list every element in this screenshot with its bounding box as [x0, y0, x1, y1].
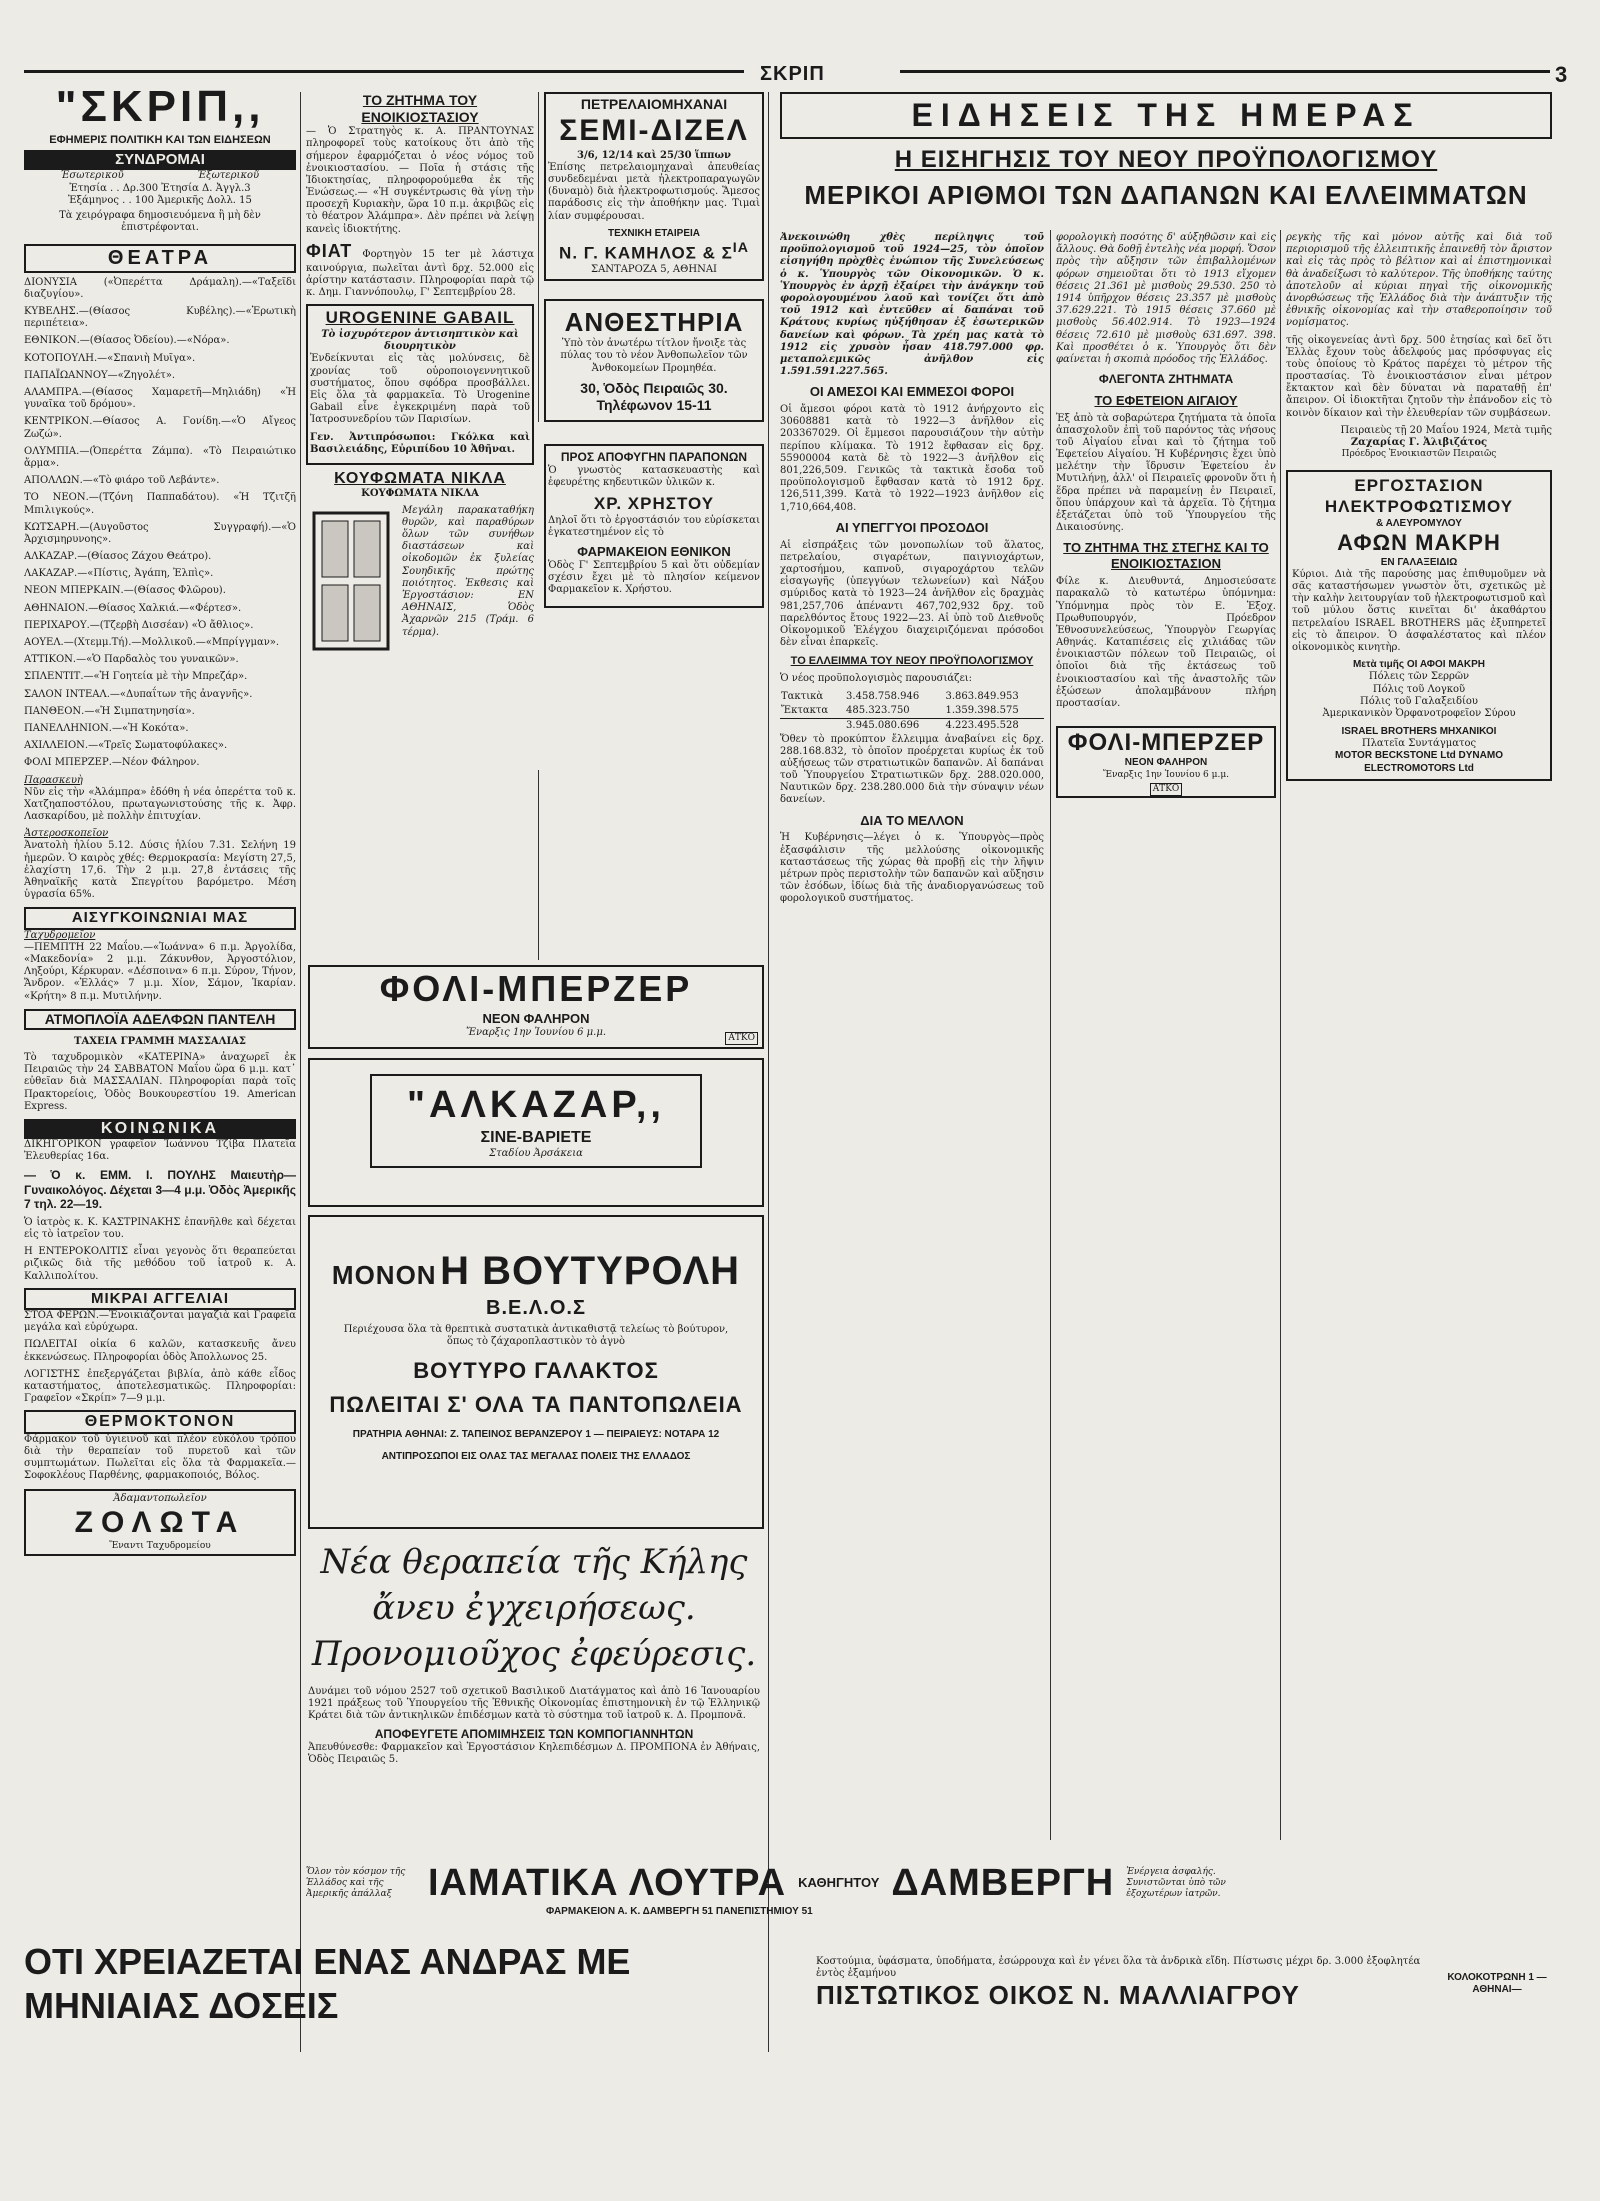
announcements-title: ΑΙΣΥΓΚΟΙΝΩΝΙΑΙ ΜΑΣ: [71, 909, 249, 927]
news-text-5: Ἡ Κυβέρνησις—λέγει ὁ κ. Ὑπουργὸς—πρὸς ἐξασφάλισιν τῆς μελλούσης οἰκονομικῆς καταστάσεως τῆς χώρας θὰ προβῇ εἰς τὴν λῆψιν μέτρων πρὸς περιστολὴν τῶν δαπανῶν καὶ αὔξησιν τῶν ἐσόδων, ἰδίως διὰ τῆς ἀναδιοργανώσεως τοῦ φορολογικοῦ συστήματος.: [780, 832, 1044, 905]
foli2-tag: ΑΤΚΟ: [1150, 783, 1183, 796]
christou-text-3: Ὁδὸς Γ' Σεπτεμβρίου 5 καὶ ὅτι οὐδεμίαν σχέσιν ἔχει μὲ τὸ πλησίον κείμενον Φαρμακεῖον κ. Χρήστου.: [548, 559, 760, 596]
masthead-note: Τὰ χειρόγραφα δημοσιευόμενα ἢ μὴ δὲν ἐπιστρέφονται.: [59, 209, 261, 234]
damvergi-title: ΙΑΜΑΤΙΚΑ ΛΟΥΤΡΑ: [428, 1862, 787, 1904]
factory-text: Κύριοι. Διὰ τῆς παρούσης μας ἐπιθυμοῦμεν νὰ σᾶς καταστήσωμεν γνωστὸν ὅτι, σχετικῶς μὲ τὴν καλὴν λειτουργίαν τοῦ ἠλεκτροφωτισμοῦ καὶ τοῦ μύλου ὅστις κινεῖται δι' ἀκαθάρτου πετρελαίου ISRAEL BROTHERS μᾶς ἐξυπηρετεῖ εἰς τὸ ἄπειρον. Ὁ ἀσφαλέστατος καὶ πλέον οἰκονομικὸς κινητὴρ.: [1292, 568, 1546, 653]
foli2-sub: ΝΕΟΝ ΦΑΛΗΡΟΝ: [1124, 757, 1208, 769]
theatre-line: ΑΤΤΙΚΟΝ.—«Ὁ Παρδαλὸς του γυναικῶν».: [24, 654, 239, 666]
masthead-title: "ΣΚΡΙΠ,,: [55, 82, 265, 131]
voutyroli-agents: ΑΝΤΙΠΡΟΣΩΠΟΙ ΕΙΣ ΟΛΑΣ ΤΑΣ ΜΕΓΑΛΑΣ ΠΟΛΕΙΣ ΤΗΣ ΕΛΛΑΔΟΣ: [381, 1451, 691, 1463]
news-section-4: ΔΙΑ ΤΟ ΜΕΛΛΟΝ: [860, 812, 964, 828]
factory-ad: [1286, 470, 1552, 781]
news-text-7: Φίλε κ. Διευθυντά, Δημοσιεύσατε παρακαλῶ τὸ κατωτέρω ὑπόμνημα: Ὑπόμνημα πρὸς τὸν Ε. Ἐξοχ. Πρωθυπουργόν, Πρόεδρον Ἐθνοσυνελεύσεως, Ὑπουργὸν Γεωργίας Αθηνάς. Καταπιέσεις εἰς χιλιάδας τῶν ἐνοικιαστῶν πόλεων τοῦ Πειραιῶς, οἱ ὁποῖοι διὰ τῆς ἐκτάσεως τοῦ ἐνοικιοστασίου καὶ τῆς ἀναστολῆς τῶν ἐξώσεων ἀπολαμβάνουν πλήρη προστασίαν.: [1056, 576, 1276, 710]
news-signer: Ζαχαρίας Γ. Ἀλιβιζάτος: [1350, 437, 1488, 448]
column-3: [544, 92, 764, 962]
news-lead-3: ρεγκὴς τῆς καὶ μόνον αὐτῆς καὶ διὰ τοῦ περιορισμοῦ τῆς ἐλλειπτικῆς ἐπαινεθῆ τὸν ἄριστον καὶ εἰς τὰς πρὸς τὸ βέλτιον καὶ αἱ ἐπιστημονικαὶ θὰ ἀναδείξωσι τὸ καλύτερον. Τῆς ὑποθήκης ταύτης ἀποτελοῦν αἱ κύριαι πηγαὶ τῆς οἰκονομικῆς ἀνορθώσεως τῆς Ἑλλάδος διὰ τὴν ἀνάπτυξιν τῆς ἐθνικῆς οἰκονομίας καὶ τὴν σταθεροποίησιν τοῦ νομίσματος.: [1286, 232, 1552, 329]
pantelis-heading: [24, 1009, 296, 1030]
news-banner-title: ΕΙΔΗΣΕΙΣ ΤΗΣ ΗΜΕΡΑΣ: [911, 97, 1421, 133]
anthestiria-phone: Τηλέφωνον 15-11: [596, 396, 712, 413]
news-section-1: ΟΙ ΑΜΕΣΟΙ ΚΑΙ ΕΜΜΕΣΟΙ ΦΟΡΟΙ: [809, 384, 1015, 400]
weather-title: Ἀστεροσκοπεῖον: [24, 828, 109, 840]
header-rule-right: [900, 70, 1550, 73]
anthestiria-address: 30, Ὁδὸς Πειραιῶς 30.: [580, 379, 728, 396]
damvergi-mid: ΚΑΘΗΓΗΤΟΥ: [798, 1875, 880, 1891]
semidiesel-company-name: Ν. Γ. ΚΑΜΗΛΟΣ & $\Sigma^{IA}$: [559, 239, 749, 263]
urogenine-text: Ἐνδείκνυται εἰς τὰς μολύνσεις, δὲ χρονίας τοῦ οὐροποιογεννητικοῦ συστήματος, ὅπου σφόδρα προσβάλλει. Εἰς ὅλα τὰ φαρμακεῖα. Τὸ Urogenine Gabail εἶνε ἐγκεκριμένη παρὰ τοῦ Ἰατροσυνεδρίου τῶν Παρισίων.: [310, 353, 530, 426]
theatre-line: ΠΑΝΘΕΟΝ.—«Ἡ Σιμπατηνησία».: [24, 705, 195, 717]
factory-list-item: Πόλις τοῦ Γαλαξειδίου: [1359, 695, 1479, 707]
factory-sig: Μετὰ τιμῆς ΟΙ ΑΦΟΙ ΜΑΚΡΗ: [1352, 659, 1486, 671]
page-number: 3: [1555, 62, 1569, 87]
news-lead-2: φορολογικὴ ποσότης δ' αὐξηθῶσιν καὶ εἰς ἄλλους. Θὰ δοθῇ ἐντελὴς νέα μορφή. Ὅσον πρὸς τὴν αὔξησιν τῶν ἐπιβαλλομένων φόρων σημειοῦται ὅτι τὸ 1913 εἴχομεν θέσεις 21.361 μὲ μισθοὺς 29.530. 250 τὸ 1914 ὑπῆρχον θέσεις 23.357 μὲ μισθοὺς 37.629.221. Τὸ 1915 θέσεις 37.660 μὲ μισθοὺς 56.402.914. Τὸ 1923—1924 θέσεις 72.610 μὲ μισθοὺς 631.697. 398. Καὶ προσθέτει ὁ κ. Ὑπουργὸς ὅτι δὲν φαίνεται ἡ σκοπιὰ πρόοδος τῆς Ἑλλάδος.: [1056, 232, 1276, 365]
foli-berger-ad: [308, 965, 764, 1049]
urogenine-dist: Γεν. Ἀντιπρόσωποι: Γκόλκα καὶ Βασιλειάδης, Εὐριπίδου 10 Ἀθῆναι.: [310, 431, 530, 455]
table-row: 3.945.080.696 4.223.495.528: [780, 719, 1044, 734]
koufomata-sub: ΚΟΥΦΩΜΑΤΑ ΝΙΚΛΑ: [361, 488, 479, 500]
mikrai-section: [24, 1310, 296, 1405]
fiat-title: ΦΙΑΤ: [306, 240, 353, 261]
foreign-label: Ἐξωτερικοῦ: [197, 170, 260, 182]
doctor-text: — Ὁ κ. ΕΜΜ. Ι. ΠΟΥΛΗΣ Μαιευτὴρ—Γυναικολόγος. Δέχεται 3—4 μ.μ. Ὁδὸς Ἀμερικῆς 7 τηλ. 22—19.: [24, 1167, 296, 1212]
fiat-ad: [306, 241, 534, 300]
paraskevi-title: Παρασκευὴ: [24, 774, 83, 786]
damvergi-name: ΔΑΜΒΕΡΓΗ: [891, 1862, 1115, 1904]
sub-row: Ἑξάμηνος . . 100 Ἀμερικῆς Δολλ. 15: [68, 194, 252, 206]
factory-list-item: Ἀμερικανικὸν Ὀρφανοτροφεῖον Σύρου: [1322, 707, 1516, 719]
israel-addr: Πλατεῖα Συντάγματος: [1361, 738, 1477, 750]
urogenine-sub: Τὸ ἰσχυρότερον ἀντισηπτικὸν καὶ διουρητικὸν: [321, 329, 519, 353]
news-text-3: Ὁ νέος προϋπολογισμὸς παρουσιάζει:: [780, 672, 973, 684]
semidiesel-address: ΣΑΝΤΑΡΟΖΑ 5, ΑΘΗΝΑΙ: [591, 264, 717, 276]
kili-warning: ΑΠΟΦΕΥΓΕΤΕ ΑΠΟΜΙΜΗΣΕΙΣ ΤΩΝ ΚΟΜΠΟΓΙΑΝΝΗΤΩΝ: [374, 1727, 694, 1742]
pantelis-section: [24, 1036, 296, 1113]
alkazar-sub: ΣΙΝΕ-ΒΑΡΙΕΤΕ: [480, 1129, 592, 1147]
pantelis-subtitle: ΤΑΧΕΙΑ ΓΡΑΜΜΗ ΜΑΣΣΑΛΙΑΣ: [74, 1035, 246, 1047]
theatre-line: ΑΛΚΑΖΑΡ.—(Θίασος Ζάχου Θεάτρο).: [24, 551, 212, 563]
masthead-subtitle: ΕΦΗΜΕΡΙΣ ΠΟΛΙΤΙΚΗ ΚΑΙ ΤΩΝ ΕΙΔΗΣΕΩΝ: [49, 133, 271, 146]
thermokton-heading: [24, 1410, 296, 1434]
foli2-title: ΦΟΛΙ-ΜΠΕΡΖΕΡ: [1067, 729, 1265, 757]
koufomata-text: Μεγάλη παρακαταθήκη θυρῶν, καὶ παραθύρων ὅλων τῶν συνήθων διαστάσεων καὶ οἰκοδομῶν ἐκ ξυλείας Σουηδικῆς πρώτης ποιότητος. Ἐκθεσις καὶ Ἐργοστάσιον: ΕΝ ΑΘΗΝΑΙΣ, Ὁδὸς Ἀχαρνῶν 215 (Τράμ. 6 τέρμα).: [402, 504, 534, 638]
paraskevi-section: [24, 775, 296, 902]
kili-line-1: Νέα θεραπεία τῆς Κήλης: [320, 1542, 748, 1582]
zolota-ad: [24, 1489, 296, 1557]
foli-berger-ad-2: [1056, 726, 1276, 797]
semidiesel-hp: 3/6, 12/14 καὶ 25/30 ἵππων: [577, 149, 731, 161]
factory-place: ΕΝ ΓΑΛΑΞΕΙΔΙΩ: [1380, 556, 1458, 568]
voutyroli-ad: [308, 1215, 764, 1529]
kili-address: Ἀπευθύνεσθε: Φαρμακεῖον καὶ Ἐργοστάσιον Κηλεπιδέσμων Δ. ΠΡΟΜΠΟΝΑ ἐν Ἀθήναις, Ὁδὸς Πειραιῶς 5.: [308, 1741, 760, 1766]
header-paper-name: ΣΚΡΙΠ: [760, 63, 825, 85]
theatre-line: ΣΑΛΟΝ ΙΝΤΕΑΛ.—«Δυπαΐτων τῆς ἀναγνῆς».: [24, 688, 253, 700]
theatre-line: ΑΛΑΜΠΡΑ.—(Θίασος Χαμαρετῆ—Μηλιάδη) «Ἡ γυναῖκα τοῦ δρόμου».: [24, 387, 296, 411]
mikrai-text-2: ΠΩΛΕΙΤΑΙ οἰκία 6 καλῶν, κατασκευῆς ἄνευ ἐκκενώσεως. Πληροφορίαι ὁδὸς Ἀπολλωνος 25.: [24, 1339, 296, 1363]
christou-name: ΧΡ. ΧΡΗΣΤΟΥ: [593, 494, 715, 513]
voutyroli-big: ΒΟΥΤΥΡΟ ΓΑΛΑΚΤΟΣ: [413, 1357, 659, 1383]
mikrai-text-3: ΛΟΓΙΣΤΗΣ ἐπεξεργάζεται βιβλία, ἀπὸ κάθε εἶδος καταστήματος, ἀποτελεσματικῶς. Πληροφορίαι: Γραφεῖον «Σκρίπ» 7—9 μ.μ.: [24, 1368, 296, 1405]
koinonika-section: [24, 1139, 296, 1283]
announcements-heading: [24, 907, 296, 929]
announcements-text: —ΠΕΜΠΤΗ 22 Μαΐου.—«Ἰωάννα» 6 π.μ. Ἀργολίδα, «Μακεδονία» 2 μ.μ. Ζάκυνθον, Ἀργοστόλιον, Ληξούρι, Κέρκυραν. «Δέσποινα» 6 π.μ. Σύρον, Τήνον, Ἄνδρον. «Ἑλλάς» 7 μ.μ. Χίον, Σάμον, Ἰκαρίαν. «Κρήτη» 8 π.μ. Μυτιλήνην.: [24, 941, 296, 1002]
domestic-label: Ἐσωτερικοῦ: [60, 170, 124, 182]
kili-text: Δυνάμει τοῦ νόμου 2527 τοῦ σχετικοῦ Βασιλικοῦ Διατάγματος καὶ ἀπὸ 16 Ἰανουαρίου 1921 πράξεως τοῦ Ὑπουργείου τῆς Ἐθνικῆς Οἰκονομίας ἐπιστημονικὴ ἐν τῷ Ἑλληνικῷ Κράτει διὰ τῶν ἀντικηλικῶν ἐπιδέσμων κατὰ τὸ σύστημα τοῦ ἰατροῦ κ. Δ. Προμπονᾶ.: [308, 1685, 760, 1722]
theatre-line: ΑΘΗΝΑΙΟΝ.—Θίασος Χαλκιά.—«Φέρτεσ».: [24, 602, 242, 614]
christou-name-2: ΦΑΡΜΑΚΕΙΟΝ ΕΘΝΙΚΟΝ: [577, 544, 731, 560]
table-row: Τακτικὰ 3.458.758.946 3.863.849.953: [781, 690, 1019, 702]
news-text-6: Ἐξ ἀπὸ τὰ σοβαρώτερα ζητήματα τὰ ὁποῖα ἀπασχολοῦν ἐπὶ τοῦ παρόντος τὰς νήσους τοῦ Αἰγαίου εἶναι καὶ τὸ ζήτημα τοῦ Ἐφετείου Αἰγαίου. Ἡ Κυβέρνησις ἔχει ὑπὸ μελέτην τὴν ἵδρυσιν Ἐφετείου ἐν Μυτιλήνῃ, ἀλλ' οἱ Πειραιεῖς φρονοῦν ὅτι ἡ ἕδρα πρέπει νὰ παραμείνῃ ἐν Πειραιεῖ, ὅπου ὑπάρχουν καὶ τὰ ἀρχεῖα. Τὸ ζήτημα ἐξετάζεται ὑπὸ τοῦ Ὑπουργείου τῆς Δικαιοσύνης.: [1056, 412, 1276, 534]
paraskevi-text: Νῦν εἰς τὴν «Ἀλάμπρα» ἐδόθη ἡ νέα ὀπερέττα τοῦ κ. Χατζηαποστόλου, πρωταγωνιστούσης τῆς κ. Ἀφρ. Λασκαρίδου, μὲ πολλὴν ἐπιτυχίαν.: [24, 786, 296, 823]
rent-text: — Ὁ Στρατηγὸς κ. Α. ΠΡΑΝΤΟΥΝΑΣ πληροφορεῖ τοὺς κατοίκους ὅτι ἀπὸ τῆς σήμερον ἐφαρμόζεται ὁ νέος νόμος τοῦ ἐνοικιοστασίου. — Ποῖα ἡ στάσις τῆς Ἰδιοκτησίας, πληροφορούμεθα ἐκ τῆς Ἑνώσεως.— «Ἡ συγκέντρωσις θὰ γίνῃ τὴν προσεχῆ Κυριακὴν, ὥρα 10 π.μ. ἀκριβῶς εἰς τὸ θέατρον Ἀλάμπρα». Δὲν πρέπει νὰ λείψῃ κανεὶς ἰδιοκτήτης.: [306, 126, 534, 235]
foli-date: Ἔναρξις 1ην Ἰουνίου 6 μ.μ.: [465, 1026, 607, 1038]
sub-row: Ἐτησία . . Δρ.300 Ἐτησία Δ. Ἀγγλ.3: [69, 182, 251, 194]
news-section-5: ΦΛΕΓΟΝΤΑ ΖΗΤΗΜΑΤΑ: [1098, 372, 1234, 387]
theatre-line: ΚΥΒΕΛΗΣ.—(Θίασος Κυβέλης).—«Ἐρωτικὴ περιπέτεια».: [24, 306, 296, 330]
koufomata-title: ΚΟΥΦΩΜΑΤΑ ΝΙΚΛΑ: [334, 469, 506, 487]
post-title: Ταχυδρομεῖον: [24, 929, 96, 941]
rent-title: ΤΟ ΖΗΤΗΜΑ ΤΟΥ ΕΝΟΙΚΙΟΣΤΑΣΙΟΥ: [361, 92, 479, 126]
bottom-left: ΟΤΙ ΧΡΕΙΑΖΕΤΑΙ ΕΝΑΣ ΑΝΔΡΑΣ ΜΕ ΜΗΝΙΑΙΑΣ ΔΟΣΕΙΣ: [24, 1941, 631, 2026]
alkazar-title: "ΑΛΚΑΖΑΡ,,: [407, 1084, 665, 1126]
weather-text: Ἀνατολὴ ἡλίου 5.12. Δύσις ἡλίου 7.31. Σελήνη 19 ἡμερῶν. Ὁ καιρὸς χθές: Θερμοκρασία: Μεγίστη 27,5, ἐλαχίστη 17,6. Τὴν 2 μ.μ. 27,8 ἐντάσεις τῆς Ἀθηναϊκῆς κατὰ Σπεγρίτου βαρόμετρο. Μέση ὑγρασία 65%.: [24, 840, 296, 901]
bottom-mid-big: ΠΙΣΤΩΤΙΚΟΣ ΟΙΚΟΣ Ν. ΜΑΛΛΙΑΓΡΟΥ: [816, 1980, 1300, 2011]
voutyroli-pre: ΜΟΝΟΝ: [331, 1260, 437, 1290]
semidiesel-company: ΤΕΧΝΙΚΗ ΕΤΑΙΡΕΙΑ: [607, 227, 701, 239]
dentist-text: Ὁ ἰατρὸς κ. Κ. ΚΑΣΤΡΙΝΑΚΗΣ ἐπανῆλθε καὶ δέχεται εἰς τὸ ἰατρεῖον του.: [24, 1216, 296, 1240]
theatre-line: ΟΛΥΜΠΙΑ.—(Ὀπερέττα Ζάμπα). «Τὸ Πειραιώτικο ἄρμα».: [24, 445, 296, 469]
voutyroli-desc: Περιέχουσα ὅλα τὰ θρεπτικὰ συστατικὰ ἀντικαθιστᾷ τελείως τὸ βούτυρον, ὅπως τὸ ζάχαροπλαστικὸν τὸ ἁγνὸ: [343, 1324, 729, 1348]
column-2: [306, 92, 534, 952]
mikrai-text: ΣΤΟΑ ΦΕΡΩΝ.—Ἐνοικιάζονται μαγαζιὰ καὶ Γραφεῖα μεγάλα καὶ εὐρύχωρα.: [24, 1310, 296, 1334]
voutyroli-depots: ΠΡΑΤΗΡΙΑ ΑΘΗΝΑΙ: Ζ. ΤΑΠΕΙΝΟΣ ΒΕΡΑΝΖΕΡΟΥ 1 — ΠΕΙΡΑΙΕΥΣ: ΝΟΤΑΡΑ 12: [352, 1429, 720, 1441]
news-col-1: [780, 232, 1044, 1852]
koufomata-ad: [306, 469, 534, 655]
theatre-line: ΑΠΟΛΛΩΝ.—«Τὸ φιάρο τοῦ Λεβάντε».: [24, 475, 220, 487]
theatres-heading-box: [24, 244, 296, 272]
damvergi-sub: ΦΑΡΜΑΚΕΙΟΝ Α. Κ. ΔΑΜΒΕΡΓΗ 51 ΠΑΝΕΠΙΣΤΗΜΙΟΥ 51: [546, 1906, 813, 1918]
table-row: Ἔκτακτα 485.323.750 1.359.398.575: [781, 705, 1019, 717]
bottom-banner: [24, 1940, 1552, 2040]
mikrai-heading: [24, 1288, 296, 1310]
semidiesel-title: ΣΕΜΙ-ΔΙΖΕΛ: [559, 114, 749, 148]
masthead: [24, 80, 296, 234]
koinonika-heading: [24, 1119, 296, 1139]
theatre-line: ΠΑΝΕΛΛΗΝΙΟΝ.—«Ἡ Κοκότα».: [24, 722, 189, 734]
theatre-line: ΑΟΥΕΛ.—(Χτεμμ.Τή).—Μολλικοῦ.—«Μπρίγγμαν».: [24, 637, 280, 649]
shop-text: Η ΕΝΤΕΡΟΚΟΛΙΤΙΣ εἶναι γεγονὸς ὅτι θεραπεύεται ριζικῶς διὰ τῆς μεθόδου τοῦ ἰατροῦ κ. Α. Καλλιπολίτου.: [24, 1246, 296, 1282]
news-banner: [780, 92, 1552, 227]
zolota-title: ΖΟΛΩΤΑ: [74, 1505, 246, 1539]
anthestiria-title: ΑΝΘΕΣΤΗΡΙΑ: [564, 306, 744, 337]
news-signer-title: Πρόεδρος Ἐνοικιαστῶν Πειραιῶς: [1341, 449, 1497, 460]
theatres-list: [24, 277, 296, 770]
thermokton-title: ΘΕΡΜΟΚΤΟΝΟΝ: [84, 1413, 236, 1431]
factory-name: ΑΦΩΝ ΜΑΚΡΗ: [1337, 529, 1501, 555]
christou-text-2: Δηλοῖ ὅτι τὸ ἐργοστάσιόν του εὑρίσκεται ἐγκατεστημένον εἰς τὸ: [548, 514, 760, 538]
damvergi-right: Ἐνέργεια ἀσφαλής. Συνιστῶνται ὑπὸ τῶν ἐξοχωτέρων ἰατρῶν.: [1126, 1866, 1226, 1899]
theatre-line: ΚΕΝΤΡΙΚΟΝ.—Θίασος Α. Γονίδη.—«Ὁ Αἴγεος Ζωζώ».: [24, 416, 296, 440]
news-text-2: Αἱ εἰσπράξεις τῶν μονοπωλίων τοῦ ἅλατος, πετρελαίου, σιγαρέτων, παιγνιοχάρτων, χαρτοσήμου, καπνοῦ, σιγαροχάρτου τελῶν εἰσαγωγῆς (ὑπεγγύων τελωνείων) καὶ Νάξου σμύριδος κατὰ τὸ 1923—24 ἀνῆλθον εἰς δραχμὰς 981,257,706 ἀπέναντι 467,702,932 δρχ. τοῦ παρελθόντος ἔτους 1922—23. Αἱ ὑπὸ τοῦ Διεθνοῦς Οἰκονομικοῦ Ἐλέγχου διαχειριζόμεναι πρόσοδοι δὲν εἶναι ἐπαρκεῖς.: [780, 539, 1044, 649]
news-text-1: Οἱ ἄμεσοι φόροι κατὰ τὸ 1912 ἀνήρχοντο εἰς 30608881 κατὰ τὸ 1922—3 ἀνῆλθον εἰς 203367029. Οἱ ἔμμεσοι παρουσιάζουν τὴν αὐτὴν περίπου κλίμακα. Τὸ 1912 ἔφθασαν εἰς δρχ. 55900004 κατὰ δὲ τὸ 1922—3 ἀνῆλθον εἰς 801,226,509. Γενικῶς τὰ τακτικὰ ἔσοδα τοῦ προϋπολογισμοῦ ἔφθασαν κατὰ τὸ 1912 δρχ. 126,511,399. Κατὰ τὸ 1922—1923 ἀνῆλθον εἰς 1,710,664,408.: [780, 404, 1044, 513]
theatre-line: ΦΟΛΙ ΜΠΕΡΖΕΡ.—Νέον Φάληρον.: [24, 757, 200, 769]
zolota-sub: Ἔναντι Ταχυδρομείου: [109, 1541, 211, 1552]
voutyroli-sell: ΠΩΛΕΙΤΑΙ Σ' ΟΛΑ ΤΑ ΠΑΝΤΟΠΩΛΕΙΑ: [329, 1392, 743, 1418]
announcements-section: [24, 930, 296, 1003]
factory-title: ΕΡΓΟΣΤΑΣΙΟΝ ΗΛΕΚΤΡΟΦΩΤΙΣΜΟΥ: [1324, 476, 1514, 516]
semidiesel-ad: [544, 92, 764, 281]
damvergi-left: Ὅλον τὸν κόσμον τῆς Ἑλλάδος καὶ τῆς Ἀμερικῆς ἀπάλλαξ: [306, 1866, 406, 1899]
column-1: [24, 80, 296, 2055]
news-headline: ΜΕΡΙΚΟΙ ΑΡΙΘΜΟΙ ΤΩΝ ΔΑΠΑΝΩΝ ΚΑΙ ΕΛΛΕΙΜΜΑΤΩΝ: [804, 180, 1528, 211]
koinonika-text: ΔΙΚΗΓΟΡΙΚΟΝ γραφεῖον Ἰωάννου Τζίβα Πλατεῖα Ἐλευθερίας 16α.: [24, 1138, 296, 1162]
alkazar-frame: [370, 1074, 702, 1168]
news-signature: Πειραιεὺς τῇ 20 Μαΐου 1924, Μετὰ τιμῆς: [1340, 424, 1552, 436]
foli-title: ΦΟΛΙ-ΜΠΕΡΖΕΡ: [379, 968, 693, 1009]
anthestiria-ad: [544, 299, 764, 422]
news-text-8: τῆς οἰκογενείας ἀντὶ δρχ. 500 ἐτησίας καὶ δεῖ ὅτι Ἑλλὰς ἔχουν τοὺς ἀδελφούς μας πρόσφυγας εἰς τοὺς ὁποίους τὸ Κράτος παρέχει τὸ μέτρον τῆς προστασίας. Τὸ ἐνοικιοστάσιον εἶναι μέτρον ἔκτακτον καὶ δὲν δύναται νὰ παραταθῇ ἐπ' ἄπειρον. Οἱ ἰδιοκτῆται ζητοῦν τὴν ἐπάνοδον εἰς τὸ κοινὸν δίκαιον καὶ τὴν ἐλευθερίαν τῶν συμβάσεων.: [1286, 334, 1552, 419]
news-section-2: ΑΙ ΥΠΕΓΓΥΟΙ ΠΡΟΣΟΔΟΙ: [835, 519, 989, 535]
theatre-line: ΑΧΙΛΛΕΙΟΝ.—«Τρεῖς Σωματοφύλακες».: [24, 740, 228, 752]
bottom-mid-top: Κοστούμια, ὑφάσματα, ὑποδήματα, ἐσώρρουχα καὶ ἐν γένει ὅλα τὰ ἀνδρικὰ εἴδη. Πίστωσις μέχρι δρ. 3.000 ἐξοφλητέα ἐντὸς ἑξαμήνου: [816, 1955, 1421, 1980]
kili-ad: [308, 1540, 760, 1840]
news-section-6: ΤΟ ΖΗΤΗΜΑ ΤΗΣ ΣΤΕΓΗΣ ΚΑΙ ΤΟ ΕΝΟΙΚΙΟΣΤΑΣΙΟΝ: [1063, 540, 1269, 572]
factory-list-item: Πόλις τοῦ Λογκοῦ: [1372, 683, 1466, 695]
pantelis-title: ΑΤΜΟΠΛΟΪΑ ΑΔΕΛΦΩΝ ΠΑΝΤΕΛΗ: [44, 1010, 276, 1027]
theatre-line: ΝΕΟΝ ΜΠΕΡΚΑΙΝ.—(Θίασος Φλῶρου).: [24, 585, 226, 597]
semidiesel-top: ΠΕΤΡΕΛΑΙΟΜΗΧΑΝΑΙ: [580, 96, 728, 112]
kili-line-3: Προνομιοῦχος ἐφεύρεσις.: [311, 1633, 757, 1674]
news-subhead: Η ΕΙΣΗΓΗΣΙΣ ΤΟΥ ΝΕΟΥ ΠΡΟΫΠΟΛΟΓΙΣΜΟΥ: [894, 146, 1438, 174]
motor-line: MOTOR BECKSTONE Ltd DYNAMO ELECTROMOTORS Ltd: [1335, 750, 1503, 774]
israel-brothers: ISRAEL BROTHERS ΜΗΧΑΝΙΚΟΙ: [1341, 726, 1497, 738]
koinonika-title: ΚΟΙΝΩΝΙΚΑ: [100, 1120, 220, 1138]
factory-sub: & ΑΛΕΥΡΟΜΥΛΟΥ: [1376, 517, 1462, 529]
theatres-title: ΘΕΑΤΡΑ: [107, 247, 213, 270]
christou-text: Ὁ γνωστὸς κατασκευαστὴς καὶ ἐφευρέτης κηδευτικῶν ὑλικῶν κ.: [548, 464, 760, 488]
news-section-3: ΤΟ ΕΛΛΕΙΜΜΑ ΤΟΥ ΝΕΟΥ ΠΡΟΫΠΟΛΟΓΙΣΜΟΥ: [790, 655, 1034, 668]
thermokton-section: [24, 1434, 296, 1483]
news-text-4: Ὅθεν τὸ προκύπτον ἔλλειμμα ἀναβαίνει εἰς δρχ. 288.168.832, τὸ ὁποῖον προέρχεται κυρίως ἐκ τοῦ αὐξήσεως τῶν στρατιωτικῶν δαπανῶν. Αἱ δαπάναι τοῦ Ὑπουργείου Στρατιωτικῶν δρχ. 288.020.000, Ναυτικῶν δρχ. 238.280.000 διὰ τὴν σύναψιν νέων δανείων.: [780, 733, 1044, 806]
foli-tag: ΑΤΚΟ: [725, 1032, 758, 1045]
foli-sub: ΝΕΟΝ ΦΑΛΗΡΟΝ: [482, 1010, 590, 1026]
alkazar-addr: Σταδίου Ἀρσάκεια: [489, 1147, 583, 1159]
theatre-line: ΛΑΚΑΖΑΡ.—«Πίστις, Ἀγάπη, Ἐλπὶς».: [24, 568, 214, 580]
theatre-line: ΕΘΝΙΚΟΝ.—(Θίασος Ὀδείου).—«Νόρα».: [24, 335, 230, 347]
anthestiria-text: Ὑπὸ τὸν ἀνωτέρω τίτλον ἤνοιξε τὰς πύλας του τὸ νέον Ἀνθοπωλεῖον τῶν Ἀνθοκομείων Προμηθέα.: [560, 338, 748, 374]
news-section-5b: ΤΟ ΕΦΕΤΕΙΟΝ ΑΙΓΑΙΟΥ: [1094, 392, 1238, 408]
news-col-3: [1286, 232, 1552, 1852]
urogenine-title: UROGENINE GABAIL: [325, 308, 515, 328]
door-illustration: [306, 505, 396, 655]
news-col-2: [1056, 232, 1276, 1852]
theatre-line: ΤΟ ΝΕΟΝ.—(Τζόνη Παππαδάτου). «Ἡ Τζιτζῆ Μπιλιγκούς».: [24, 492, 296, 516]
alkazar-ad: [308, 1058, 764, 1207]
subscriptions-title: ΣΥΝΔΡΟΜΑΙ: [24, 150, 296, 170]
theatre-line: ΚΩΤΣΑΡΗ.—(Αυγοῦστος Συγγραφή).—«Ὁ Ἀρχισμηρυνοης».: [24, 521, 296, 545]
header-rule-left: [24, 70, 744, 73]
thermokton-text: Φάρμακον τοῦ ὑγιεινοῦ καὶ πλέον εὐκόλου τρόπου διὰ τὴν θεραπείαν τοῦ πυρετοῦ καὶ τῶν συμπτωμάτων. Πωλεῖται εἰς ὅλα τὰ Φαρμακεῖα.—Σοφοκλέους Παρθένης, φαρμακοποιός, Βόλος.: [24, 1433, 296, 1482]
factory-list-item: Πόλεις τῶν Σερρῶν: [1368, 671, 1470, 683]
kili-headline: [308, 1540, 760, 1678]
christou-ad: [544, 444, 764, 608]
christou-title: ΠΡΟΣ ΑΠΟΦΥΓΗΝ ΠΑΡΑΠΟΝΩΝ: [560, 450, 748, 464]
theatre-line: ΠΕΡΙΧΑΡΟΥ.—(Τζερβὴ Δισσέαν) «Ὁ ἄθλιος».: [24, 619, 254, 631]
zolota-small: Ἀδαμαντοπωλεῖον: [113, 1492, 207, 1504]
urogenine-ad: [306, 304, 534, 465]
theatre-line: ΚΟΤΟΠΟΥΛΗ.—«Σπανιὴ Μυῖγα».: [24, 352, 196, 364]
foli2-date: Ἔναρξις 1ην Ἰουνίου 6 μ.μ.: [1102, 769, 1230, 780]
fiat-text: Φορτηγὸν 15 ter μὲ λάστιχα καινούργια, πωλεῖται ἀντὶ δρχ. 52.000 εἰς ἀρίστην κατάστασιν. Πληροφορίαι παρὰ τῷ κ. Δημ. Γιαννόπουλῳ, Γ' Σεπτεμβρίου 28.: [306, 248, 534, 299]
pantelis-text: Τὸ ταχυδρομικὸν «ΚΑΤΕΡΙΝΑ» ἀναχωρεῖ ἐκ Πειραιῶς τὴν 24 ΣΑΒΒΑΤΟΝ Μαΐου ὥρα 6 μ.μ. κατ᾽ εὐθεῖαν διὰ ΜΑΣΣΑΛΙΑΝ. Πληροφορίαι παρὰ τοῖς Πρακτορείοις, Ὁδὸς Βουκουρεστίου 19. American Express.: [24, 1052, 296, 1112]
voutyroli-title: Η ΒΟΥΤΥΡΟΛΗ: [440, 1249, 741, 1293]
mikrai-title: ΜΙΚΡΑΙ ΑΓΓΕΛΙΑΙ: [90, 1289, 230, 1307]
semidiesel-text: Ἐπίσης πετρελαιομηχαναὶ ἀπευθείας συνδεδεμέναι μετὰ ἠλεκτροπαραγωγῶν (δυναμὸ) διὰ ἠλεκτροφωτισμούς. Ἅμεσος παράδοσις εἰς τὴν ἀποθήκην μας. Τιμαὶ λίαν συμφέρουσαι.: [548, 161, 760, 222]
theatre-line: ΔΙΟΝΥΣΙΑ («Ὀπερέττα Δράμαλη).—«Ταξεῖδι διαζυγίου».: [24, 276, 296, 300]
news-lead: Ἀνεκοινώθη χθὲς περίληψις τοῦ προϋπολογισμοῦ τοῦ 1924—25, τὸν ὁποῖον εἰσηγήθη πρὸχθὲς ἐνώπιον τῆς Συνελεύσεως ὁ κ. Ὑπουργὸς τῶν Οἰκονομικῶν. Ὁ κ. Ὑπουργὸς ἐν ἀρχῇ ἐξαίρει τὴν ἀνάγκην τοῦ φορολογουμένου λαοῦ καὶ τονίζει ὅτι ἀπὸ τοῦ 1912 καὶ ἐντεῦθεν αἱ δαπάναι τοῦ Κράτους κυρίως ηὐξήθησαν ἐξ ἐσωτερικῶν δανείων καὶ φόρων. Τὰ χρέη μας κατὰ τὸ 1912 εἰς χρυσὸν ἦσαν 418.797.000 φρ. μεταπολεμικῶς ἀνῆλθον εἰς 1.591.591.227.565.: [780, 232, 1044, 378]
damvergi-ad: [306, 1860, 1552, 1930]
kili-line-2: ἄνευ ἐγχειρήσεως.: [372, 1587, 696, 1628]
voutyroli-brand: Β.Ε.Λ.Ο.Σ: [486, 1296, 586, 1319]
theatre-line: ΠΑΠΑΪΩΑΝΝΟΥ—«Ζηγολέτ».: [24, 369, 176, 381]
theatre-line: ΣΠΛΕΝΤΙΤ.—«Ἡ Γοητεία μὲ τὴν Μπρεζάρ».: [24, 671, 248, 683]
bottom-right: ΚΟΛΟΚΟΤΡΩΝΗ 1 —ΑΘΗΝΑΙ—: [1447, 1971, 1547, 1995]
budget-table: [780, 690, 1044, 734]
